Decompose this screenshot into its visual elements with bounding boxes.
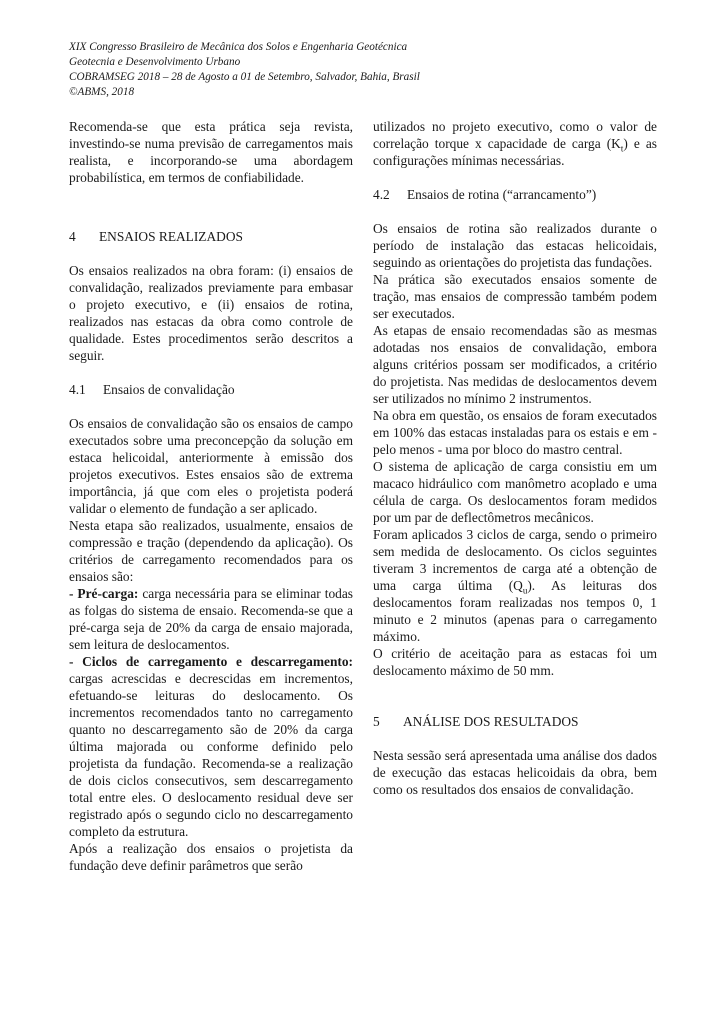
header-theme: Geotecnia e Desenvolvimento Urbano	[69, 56, 241, 68]
p6-text-1: Foram aplicados 3 ciclos de carga, sendo o primeiro sem medida de deslocamento. Os ciclos seguintes tiveram 3 incrementos de carga até a obtenção de uma carga última (Q	[373, 527, 657, 593]
intro-paragraph: Recomenda-se que esta prática seja revista, investindo-se numa previsão de carregamentos mais realista, e incorporando-se uma abordagem probabilística, em termos de confiabilidade.	[69, 119, 353, 185]
subsection-title: Ensaios de rotina (“arrancamento”)	[407, 187, 597, 202]
continuation-text-1: utilizados no projeto executivo, como o valor de correlação torque x capacidade de carga (K	[373, 119, 657, 151]
rotina-paragraph-3: As etapas de ensaio recomendadas são as mesmas adotadas nos ensaios de convalidação, embora alguns critérios possam ser modificados, a critério do projetista. Nas medidas de deslocamentos devem ser utilizados no mínimo 2 instrumentos.	[373, 323, 657, 406]
section-4-paragraph: Os ensaios realizados na obra foram: (i) ensaios de convalidação, realizados previamente para embasar o projeto executivo, e (ii) ensaios de rotina, realizados nas estacas da obra como controle de qualidade. Estes procedimentos serão descritos a seguir.	[69, 263, 353, 363]
precarga-label: - Pré-carga:	[69, 586, 139, 601]
section-number: 5	[373, 714, 380, 729]
section-5-paragraph: Nesta sessão será apresentada uma análise dos dados de execução das estacas helicoidais da obra, bem como os resultados dos ensaios de convalidação.	[373, 748, 657, 797]
continuation-text-2: ) e as configurações mínimas necessárias.	[373, 136, 657, 168]
final-paragraph: Após a realização dos ensaios o projetista da fundação deve definir parâmetros que serão	[69, 841, 353, 873]
section-5-heading	[373, 713, 657, 730]
section-title: ANÁLISE DOS RESULTADOS	[403, 714, 579, 729]
p6-text-2: ). As leituras dos deslocamentos foram realizadas nos tempos 0, 1 minuto e 2 minutos (apenas para o carregamento máximo.	[373, 578, 657, 644]
qu-subscript: u	[522, 585, 528, 596]
subsection-4-1-paragraph-2: Nesta etapa são realizados, usualmente, ensaios de compressão e tração (dependendo da aplicação). Os critérios de carregamento recomendados para os ensaios são:	[69, 518, 353, 584]
rotina-paragraph-2: Na prática são executados ensaios somente de tração, mas ensaios de compressão também podem ser executados.	[373, 272, 657, 321]
precarga-item	[69, 585, 353, 653]
ciclos-item	[69, 653, 353, 840]
section-number: 4	[69, 229, 76, 244]
continuation-paragraph	[373, 118, 657, 169]
section-4-heading	[69, 228, 353, 245]
rotina-paragraph-7: O critério de aceitação para as estacas foi um deslocamento máximo de 50 mm.	[373, 646, 657, 678]
precarga-text: carga necessária para se eliminar todas as folgas do sistema de ensaio. Recomenda-se que a pré-carga seja de 20% da carga de ensaio majorada, sem leitura de deslocamentos.	[69, 586, 353, 652]
section-title: ENSAIOS REALIZADOS	[99, 229, 243, 244]
kt-subscript: t	[620, 143, 624, 154]
subsection-4-1-heading	[69, 381, 353, 398]
ciclos-label: - Ciclos de carregamento e descarregamento:	[69, 654, 353, 669]
rotina-paragraph-6	[373, 526, 657, 645]
subsection-4-2-heading	[373, 186, 657, 203]
subsection-title: Ensaios de convalidação	[103, 382, 235, 397]
right-column	[373, 118, 657, 798]
rotina-paragraph-5: O sistema de aplicação de carga consistiu em um macaco hidráulico com manômetro acoplado e uma célula de carga. Os deslocamentos foram medidos por um par de deflectômetros mecânicos.	[373, 459, 657, 525]
page-header	[69, 40, 669, 100]
subsection-number: 4.2	[373, 187, 390, 202]
subsection-4-1-paragraph-1: Os ensaios de convalidação são os ensaios de campo executados sobre uma preconcepção da solução em estaca helicoidal, anteriormente à emissão dos projetos executivos. Estes ensaios são de extrema importância, já que com eles o projetista poderá validar o elemento de fundação a ser aplicado.	[69, 416, 353, 516]
rotina-paragraph-1: Os ensaios de rotina são realizados durante o período de instalação das estacas helicoidais, seguindo as orientações do projetista das fundações.	[373, 221, 657, 270]
header-event: COBRAMSEG 2018 – 28 de Agosto a 01 de Setembro, Salvador, Bahia, Brasil	[69, 71, 420, 83]
header-conference: XIX Congresso Brasileiro de Mecânica dos Solos e Engenharia Geotécnica	[69, 41, 408, 53]
subsection-number: 4.1	[69, 382, 86, 397]
ciclos-text: cargas acrescidas e decrescidas em incrementos, efetuando-se leituras do deslocamento. Os incrementos recomendados tanto no carregamento quanto no descarregamento são de 20% da carga última majorada ou conforme definido pelo projetista da fundação. Recomenda-se a realização de dois ciclos consecutivos, sem descarregamento total entre eles. O deslocamento residual deve ser registrado após o segundo ciclo no descarregamento completo da estrutura.	[69, 671, 353, 839]
header-copyright: ©ABMS, 2018	[69, 86, 135, 98]
rotina-paragraph-4: Na obra em questão, os ensaios de foram executados em 100% das estacas instaladas para os estais e em - pelo menos - uma por bloco do mastro central.	[373, 408, 657, 457]
left-column	[69, 118, 353, 874]
